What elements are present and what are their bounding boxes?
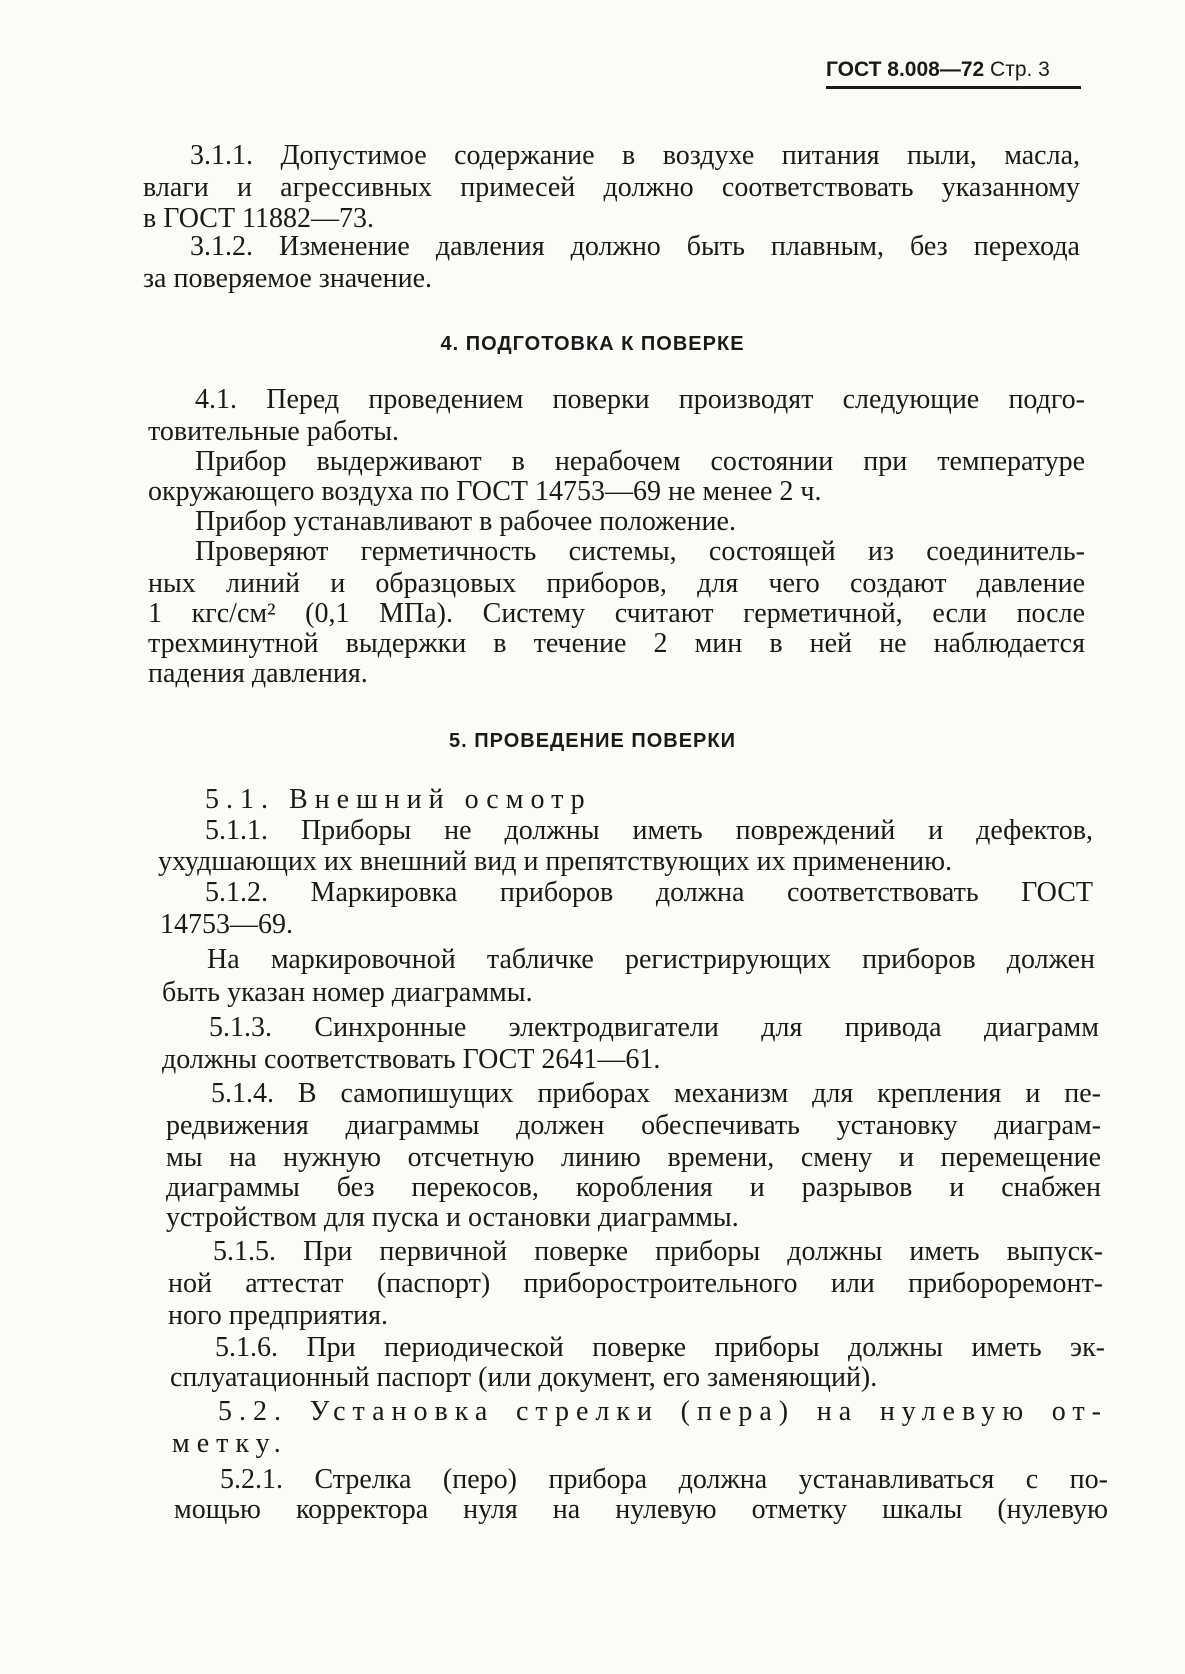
para-line: 5.2.1. Стрелка (перо) прибора должна устанавливаться с по- — [220, 1464, 1108, 1495]
para-line: в ГОСТ 11882—73. — [143, 203, 375, 234]
para-line: 5.1.5. При первичной поверке приборы должны иметь выпуск- — [213, 1236, 1103, 1267]
page-number: Стр. 3 — [990, 58, 1050, 81]
para-line: должны соответствовать ГОСТ 2641—61. — [162, 1044, 661, 1075]
para-line: 5.1.4. В самопишущих приборах механизм для крепления и пе- — [211, 1078, 1101, 1109]
para-line: 14753—69. — [160, 909, 293, 940]
para-line: 4.1. Перед проведением поверки производят следующие подго- — [195, 384, 1085, 415]
para-line: падения давления. — [148, 658, 368, 689]
para-line: быть указан номер диаграммы. — [162, 977, 533, 1008]
para-line: На маркировочной табличке регистрирующих приборов должен — [207, 944, 1095, 975]
para-line: диаграммы без перекосов, коробления и разрывов и снабжен — [166, 1172, 1101, 1203]
subsection-title: метку. — [172, 1428, 288, 1459]
para-line: ухудшающих их внешний вид и препятствующих их применению. — [158, 846, 953, 877]
para-line: мощью корректора нуля на нулевую отметку шкалы (нулевую — [174, 1494, 1108, 1525]
para-line: ного предприятия. — [168, 1300, 389, 1331]
para-line: 5.1.2. Маркировка приборов должна соответствовать ГОСТ — [205, 877, 1093, 908]
para-line: ной аттестат (паспорт) приборостроительного или прибороремонт- — [168, 1268, 1103, 1299]
para-line: 5.1.6. При периодической поверке приборы должны иметь эк- — [215, 1332, 1105, 1363]
para-line: трехминутной выдержки в течение 2 мин в ней не наблюдается — [148, 628, 1085, 659]
para-line: 5.1.1. Приборы не должны иметь повреждений и дефектов, — [205, 815, 1093, 846]
para-line: окружающего воздуха по ГОСТ 14753—69 не менее 2 ч. — [148, 476, 822, 507]
para-line: Прибор устанавливают в рабочее положение. — [195, 506, 736, 537]
para-line: 1 кгс/см² (0,1 МПа). Систему считают герметичной, если после — [148, 598, 1085, 629]
subsection-title: 5.2. Установка стрелки (пера) на нулевую от- — [218, 1396, 1108, 1427]
para-line: сплуатационный паспорт (или документ, его заменяющий). — [170, 1362, 878, 1393]
para-line: мы на нужную отсчетную линию времени, смену и перемещение — [166, 1142, 1101, 1173]
page-header — [826, 58, 1081, 89]
para-line: влаги и агрессивных примесей должно соответствовать указанному — [143, 172, 1080, 203]
para-line: 3.1.2. Изменение давления должно быть плавным, без перехода — [190, 231, 1080, 262]
para-line: редвижения диаграммы должен обеспечивать установку диаграм- — [166, 1110, 1101, 1141]
section-heading: 4. ПОДГОТОВКА К ПОВЕРКЕ — [440, 333, 745, 355]
para-line: Проверяют герметичность системы, состоящей из соединитель- — [195, 536, 1085, 567]
para-line: Прибор выдерживают в нерабочем состоянии при температуре — [195, 446, 1085, 477]
para-line: за поверяемое значение. — [143, 263, 433, 294]
para-line: ных линий и образцовых приборов, для чего создают давление — [148, 568, 1085, 599]
para-line: 5.1.3. Синхронные электродвигатели для привода диаграмм — [209, 1012, 1099, 1043]
para-line: устройством для пуска и остановки диаграммы. — [166, 1202, 739, 1233]
para-line: 3.1.1. Допустимое содержание в воздухе питания пыли, масла, — [190, 140, 1080, 171]
para-line: товительные работы. — [148, 416, 400, 447]
doc-number: ГОСТ 8.008—72 — [826, 58, 985, 81]
subsection-title: 5.1. Внешний осмотр — [205, 784, 592, 815]
section-heading: 5. ПРОВЕДЕНИЕ ПОВЕРКИ — [449, 730, 736, 752]
